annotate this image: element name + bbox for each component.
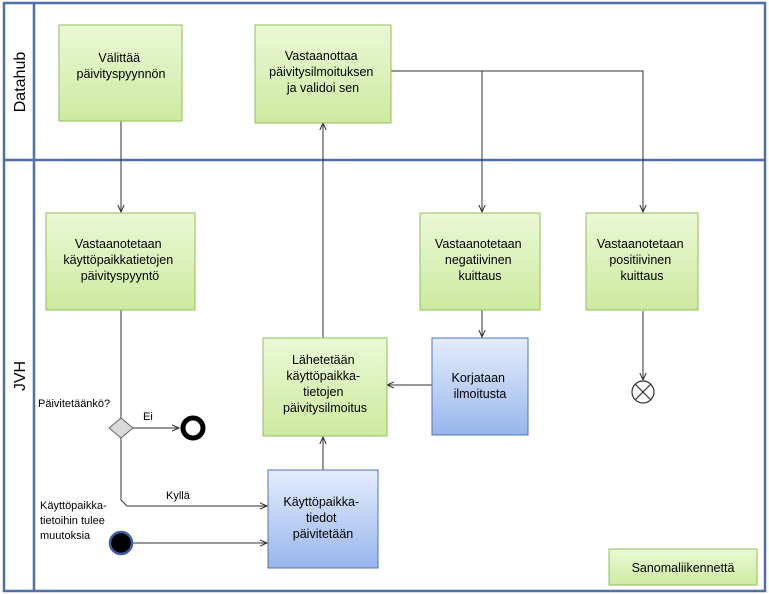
task-label: Vastaanotetaan käyttöpaikkatietojen päivityspyyntö [63,237,174,283]
start-event-circle [110,532,132,554]
task-kayttopaikkatiedot-paivitetaan [268,470,378,568]
task-label: Korjataan ilmoitusta [451,371,507,401]
task-vastaanottaa [255,25,391,123]
task-lahetetaan [263,338,387,436]
lane-label-jvh: JVH [12,360,29,392]
end-event-no [183,418,203,438]
gateway-no-label: Ei [143,411,153,423]
task-vastaanotetaan-paivityspyynto [46,213,195,310]
task-label: Vastaanotetaan positiivinen kuittaus [596,237,684,283]
lane-label-datahub: Datahub [12,51,29,113]
task-label: Käyttöpaikka- tiedot päivitetään [283,495,360,541]
task-valittaa [59,25,182,121]
task-korjataan [432,338,528,435]
task-label: Lähetetään käyttöpaikka- tietojen päivitysilmoitus [282,353,368,415]
gateway-yes-label: Kyllä [166,490,190,502]
task-vastaanotetaan-positiivinen [586,213,698,310]
legend-label: Sanomaliikennettä [631,561,735,575]
task-label: Vastaanottaa päivitysilmoituksen ja validoi sen [269,49,374,95]
start-event-label: Käyttöpaikka- tietoihin tulee muutoksia [40,500,107,542]
gateway-question: Päivitetäänkö? [38,398,111,410]
task-vastaanotetaan-negatiivinen [420,213,540,310]
task-label: Välittää päivityspyynnön [76,51,166,81]
end-event-terminate [632,381,654,403]
task-label: Vastaanotetaan negatiivinen kuittaus [434,237,522,283]
legend-sanomaliikennetta [609,549,757,585]
